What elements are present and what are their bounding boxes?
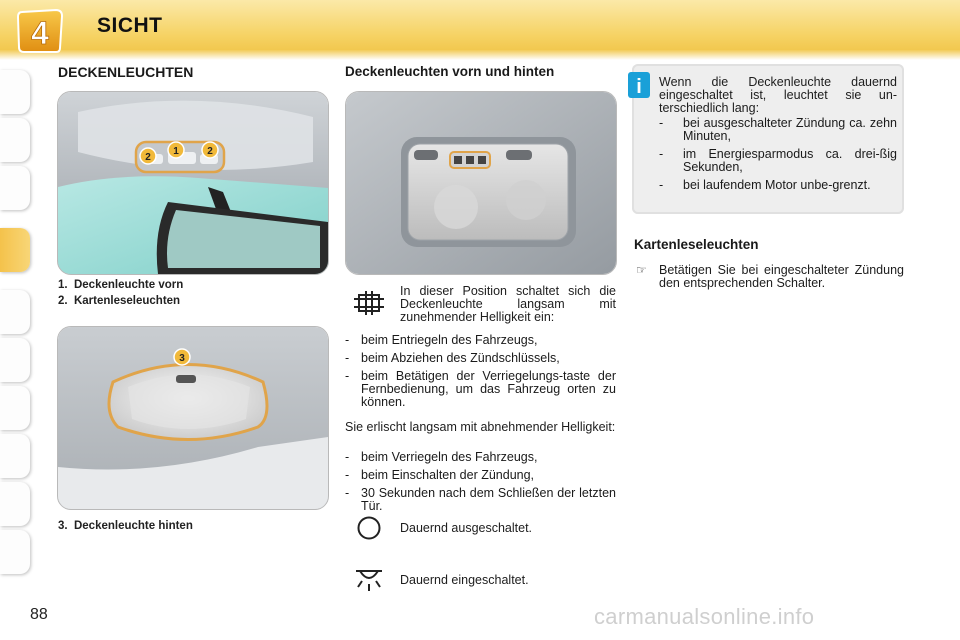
side-tab[interactable]: [0, 70, 30, 114]
always-on-text: Dauernd eingeschaltet.: [400, 573, 529, 587]
info-list: [659, 117, 897, 197]
list-item: - beim Verriegeln des Fahrzeugs,: [345, 451, 616, 464]
callout-2-right: 2: [207, 146, 213, 157]
side-tab[interactable]: [0, 386, 30, 430]
side-tab[interactable]: [0, 118, 30, 162]
caption-num: 2.: [58, 295, 68, 307]
off-position-icon: [356, 515, 382, 541]
side-tab[interactable]: [0, 482, 30, 526]
chapter-number: 4: [31, 15, 49, 51]
list-item: - im Energiesparmodus ca. drei-ßig Sekunden,: [659, 148, 897, 174]
list-item: - 30 Sekunden nach dem Schließen der letzten Tür.: [345, 487, 616, 513]
map-lights-title: Kartenleseleuchten: [634, 237, 759, 252]
list-item: - beim Abziehen des Zündschlüssels,: [345, 352, 616, 365]
side-tab[interactable]: [0, 166, 30, 210]
list-item: - beim Entriegeln des Fahrzeugs,: [345, 334, 616, 347]
list-item: - beim Betätigen der Verriegelungs-taste der Fernbedienung, um das Fahrzeug orten zu können.: [345, 370, 616, 409]
caption-num: 3.: [58, 520, 68, 532]
callout-1: 1: [173, 146, 179, 157]
door-mode-text: In dieser Position schaltet sich die Deckenleuchte langsam mit zunehmender Helligkeit ein:: [400, 284, 616, 324]
off-intro: Sie erlischt langsam mit abnehmender Helligkeit:: [345, 420, 616, 434]
caption-2: [58, 295, 180, 307]
chapter-badge: [16, 8, 64, 54]
photo-front-lights: [57, 91, 329, 275]
lamp-on-icon: [352, 567, 386, 593]
door-mode-icon: [352, 289, 386, 317]
side-tab[interactable]: [0, 434, 30, 478]
info-icon: [628, 72, 650, 98]
section-title-front-rear: Deckenleuchten vorn und hinten: [345, 64, 555, 79]
side-tab[interactable]: [0, 338, 30, 382]
on-list: [345, 334, 616, 414]
page-number: 88: [30, 606, 48, 623]
watermark: carmanualsonline.info: [594, 604, 815, 629]
map-lights-text: Betätigen Sie bei eingeschalteter Zündung den entsprechenden Schalter.: [659, 263, 904, 290]
caption-label: Deckenleuchte vorn: [73, 279, 184, 291]
header-fade: [0, 50, 960, 60]
list-item: - beim Einschalten der Zündung,: [345, 469, 616, 482]
always-off-text: Dauernd ausgeschaltet.: [400, 521, 533, 535]
caption-label: Deckenleuchte hinten: [73, 520, 193, 532]
caption-3: [58, 520, 193, 532]
side-tab-active[interactable]: [0, 228, 30, 272]
pointer-icon: ☞: [636, 263, 647, 277]
side-tab[interactable]: [0, 530, 30, 574]
photo-lamp-closeup: [345, 91, 617, 275]
callout-3: 3: [179, 353, 185, 364]
callout-2-left: 2: [145, 152, 151, 163]
chapter-title: SICHT: [97, 14, 163, 37]
list-item: - bei laufendem Motor unbe-grenzt.: [659, 179, 897, 192]
off-list: [345, 451, 616, 518]
section-title-deckenleuchten: DECKENLEUCHTEN: [58, 64, 194, 80]
list-item: - bei ausgeschalteter Zündung ca. zehn Minuten,: [659, 117, 897, 143]
photo-rear-light: [57, 326, 329, 510]
caption-num: 1.: [58, 279, 68, 291]
info-text: Wenn die Deckenleuchte dauernd eingeschaltet ist, leuchtet sie un-terschiedlich lang:: [659, 75, 897, 115]
caption-label: Kartenleseleuchten: [73, 295, 181, 307]
caption-1: [58, 279, 183, 291]
side-tab[interactable]: [0, 290, 30, 334]
info-letter: i: [636, 76, 642, 98]
